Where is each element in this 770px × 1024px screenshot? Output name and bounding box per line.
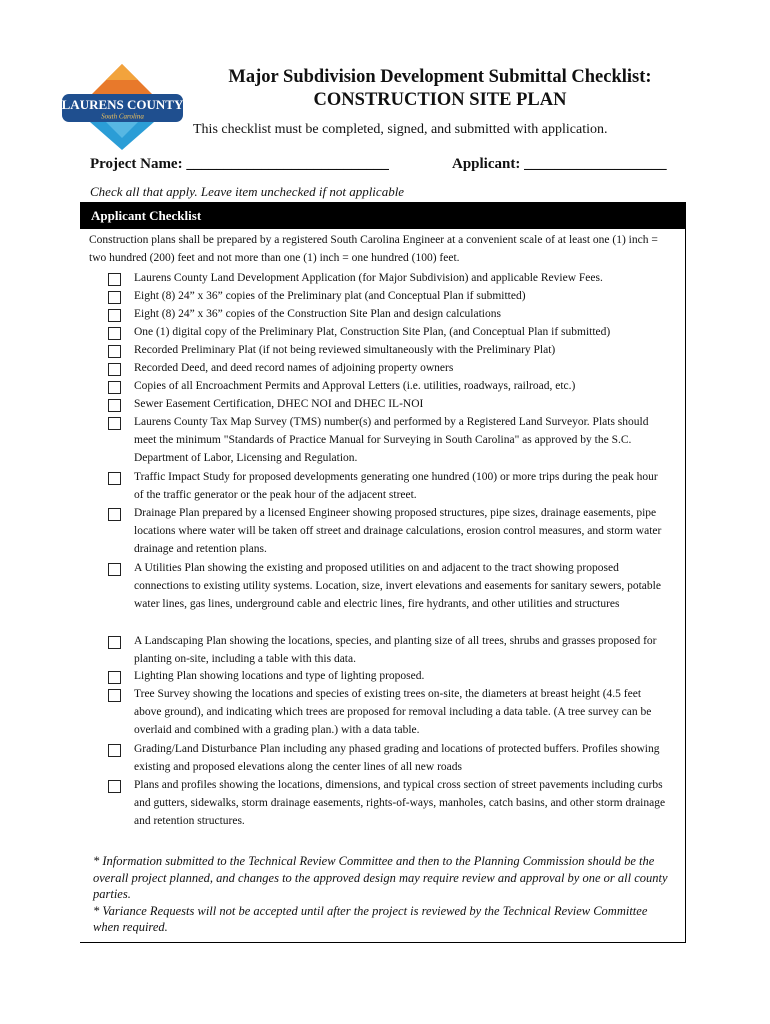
checklist-item-text: Eight (8) 24” x 36” copies of the Construction Site Plan and design calculations: [134, 308, 501, 320]
checkbox[interactable]: [108, 671, 121, 684]
footnote-variance: * Variance Requests will not be accepted until after the project is reviewed by the Technical Review Committee when required.: [93, 903, 648, 934]
checkbox[interactable]: [108, 780, 121, 793]
checklist-item-text: Recorded Deed, and deed record names of adjoining property owners: [134, 362, 454, 374]
footnotes: [93, 853, 673, 936]
checklist-item-text: Eight (8) 24” x 36” copies of the Preliminary plat (and Conceptual Plan if submitted): [134, 290, 526, 302]
applicant-field[interactable]: Applicant: ___________________: [452, 156, 667, 172]
checklist-item-text: One (1) digital copy of the Preliminary Plat, Construction Site Plan, (and Conceptual Plan if submitted): [134, 326, 611, 338]
laurens-county-logo: [60, 62, 185, 152]
checkbox[interactable]: [108, 636, 121, 649]
page-title: Major Subdivision Development Submittal Checklist:: [228, 67, 652, 87]
checklist-item-text: Laurens County Tax Map Survey (TMS) number(s) and performed by a Registered Land Surveyor. Plats should meet the minimum "Standards of Practice Manual for Surveying in South Carolina" as approved by the S.C. Department of Labor, Licensing and Regulation.: [134, 416, 649, 465]
checkbox[interactable]: [108, 363, 121, 376]
checklist-item-text: Grading/Land Disturbance Plan including any phased grading and locations of protected buffers. Profiles showing existing and proposed elevations along the center lines of all new roads: [134, 743, 660, 774]
check-all-note: Check all that apply. Leave item unchecked if not applicable: [90, 184, 405, 199]
checklist-item-text: Lighting Plan showing locations and type of lighting proposed.: [134, 670, 425, 682]
checklist-item-text: Tree Survey showing the locations and species of existing trees on-site, the diameters at breast height (4.5 feet above ground), and indicating which trees are proposed for removal including a data table. (A tree survey can be overlaid and combined with a grading plan.) with a data table.: [134, 688, 652, 737]
checklist-item-text: Recorded Preliminary Plat (if not being reviewed simultaneously with the Preliminary Plat): [134, 344, 556, 356]
section-intro: Construction plans shall be prepared by a registered South Carolina Engineer at a convenient scale of at least one (1) inch = two hundred (200) feet and not more than one (1) inch = one hundred (100) feet.: [89, 234, 658, 264]
checklist-item-text: Sewer Easement Certification, DHEC NOI and DHEC IL-NOI: [134, 398, 424, 410]
checkbox[interactable]: [108, 744, 121, 757]
checkbox[interactable]: [108, 291, 121, 304]
checkbox[interactable]: [108, 381, 121, 394]
checklist-item-text: A Utilities Plan showing the existing and proposed utilities on and adjacent to the tract showing proposed connections to existing utility systems. Location, size, invert elevations and easements for sanitary sewers, potable water lines, gas lines, underground cable and electric lines, fire hydrants, and other utilities and structures: [134, 562, 661, 611]
logo-tagline: South Carolina: [101, 112, 144, 121]
checkbox[interactable]: [108, 399, 121, 412]
checklist-instruction: This checklist must be completed, signed, and submitted with application.: [193, 122, 608, 137]
project-name-field[interactable]: Project Name: ___________________________: [90, 156, 389, 172]
checkbox[interactable]: [108, 472, 121, 485]
checkbox[interactable]: [108, 273, 121, 286]
checkbox[interactable]: [108, 563, 121, 576]
checkbox[interactable]: [108, 417, 121, 430]
checkbox[interactable]: [108, 345, 121, 358]
footnote-information: * Information submitted to the Technical Review Committee and then to the Planning Commission should be the overall project planned, and changes to the approved design may require review and approval by one or all county parties.: [93, 854, 668, 901]
checkbox[interactable]: [108, 689, 121, 702]
page-subtitle-heading: CONSTRUCTION SITE PLAN: [313, 90, 567, 110]
checklist-item-text: Traffic Impact Study for proposed developments generating one hundred (100) or more trips during the peak hour of the traffic generator or the peak hour of the adjacent street.: [134, 471, 658, 502]
checkbox[interactable]: [108, 327, 121, 340]
section-header: Applicant Checklist: [80, 202, 685, 229]
checklist-item-text: A Landscaping Plan showing the locations, species, and planting size of all trees, shrubs and grasses proposed for planting on-site, including a table with this data.: [134, 635, 657, 666]
logo-name: LAURENS COUNTY: [61, 97, 184, 112]
checklist-item-text: Plans and profiles showing the locations, dimensions, and typical cross section of street pavements including curbs and gutters, sidewalks, storm drainage easements, rights-of-ways, manholes, catch basins, and other storm drainage and retention structures.: [134, 779, 666, 828]
checkbox[interactable]: [108, 309, 121, 322]
checklist-item-text: Copies of all Encroachment Permits and Approval Letters (i.e. utilities, roadways, railroad, etc.): [134, 380, 576, 392]
checklist-item-text: Laurens County Land Development Application (for Major Subdivision) and applicable Review Fees.: [134, 272, 603, 284]
checklist-item-text: Drainage Plan prepared by a licensed Engineer showing proposed structures, pipe sizes, drainage easements, pipe locations where water will be taken off street and drainage calculations, erosion control measures, and storm water drainage and retention plans.: [134, 507, 662, 556]
checkbox[interactable]: [108, 508, 121, 521]
